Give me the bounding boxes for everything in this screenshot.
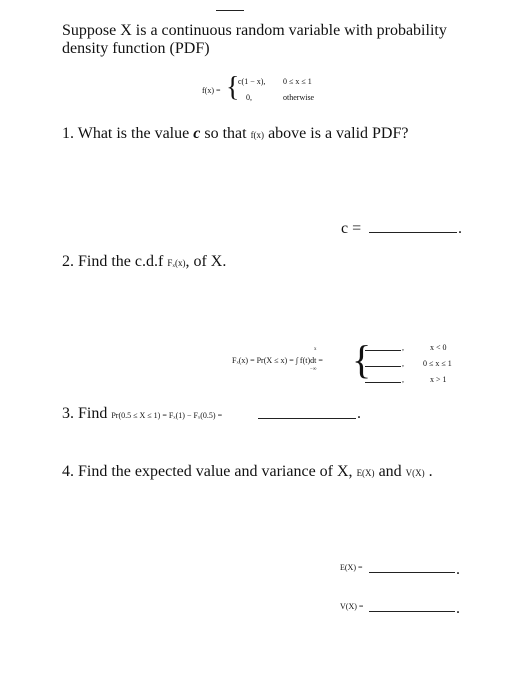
cdf-sep-2: , [402,359,404,368]
vx-answer-blank[interactable] [369,611,455,612]
q2-text-before: 2. Find the c.d.f [62,253,164,270]
q3-expression: Pr(0.5 ≤ X ≤ 1) = Fₓ(1) − Fₓ(0.5) = [111,411,223,420]
q3-answer-blank[interactable] [258,418,356,419]
q4-ex: E(X) [356,468,375,478]
pdf-case2-expr: 0, [246,93,252,102]
q1-fx: f(x) [250,130,265,140]
ex-label: E(X) = [340,563,363,572]
q1-text-after: above is a valid PDF? [268,125,409,142]
top-rule [216,10,244,11]
cdf-blank-1[interactable] [365,350,401,351]
ex-answer-end: . [456,561,460,578]
pdf-case1-cond: 0 ≤ x ≤ 1 [283,77,312,86]
cdf-cond-1: x < 0 [430,343,447,352]
q2-text [62,253,226,271]
cdf-cond-2: 0 ≤ x ≤ 1 [423,359,452,368]
q1-var-c: c [193,125,201,142]
intro-line-2: density function (PDF) [62,40,210,57]
cdf-cond-3: x > 1 [430,375,447,384]
q4-text [62,463,433,481]
cdf-sep-3: , [402,375,404,384]
q4-text-before: 4. Find the expected value and variance of X, [62,463,353,480]
cdf-blank-2[interactable] [365,366,401,367]
intro-line-1: Suppose X is a continuous random variable with probability [62,22,447,39]
pdf-case1-expr: c(1 − x), [238,77,266,86]
ex-answer-blank[interactable] [369,572,455,573]
q2-text-after: , of X. [185,253,227,270]
q1-text-mid: so that [204,125,247,142]
q1-text [62,125,408,143]
q4-text-and: and [378,463,402,480]
vx-answer-end: . [456,600,460,617]
q1-answer-end: . [458,220,462,237]
q4-text-end: . [428,463,433,480]
q1-answer-label: c = [341,220,362,237]
cdf-brace: { [352,337,372,382]
q1-text-before: 1. What is the value [62,125,190,142]
cdf-sep-1: , [402,343,404,352]
cdf-upper-limit: x [314,347,317,352]
q1-answer-blank[interactable] [369,232,457,233]
pdf-lhs: f(x) = [202,86,221,95]
q3-text [62,405,222,423]
q3-answer-end: . [357,405,361,422]
cdf-lower-limit: −∞ [310,367,317,372]
q4-vx: V(X) [405,468,425,478]
vx-label: V(X) = [340,602,364,611]
pdf-case2-cond: otherwise [283,93,315,102]
pdf-brace: { [226,72,240,103]
cdf-blank-3[interactable] [365,382,401,383]
q2-fx: Fₓ(x) [167,258,186,268]
cdf-expression: Fₓ(x) = Pr(X ≤ x) = ∫ f(t)dt = [232,356,323,365]
q3-text-before: 3. Find [62,405,108,422]
